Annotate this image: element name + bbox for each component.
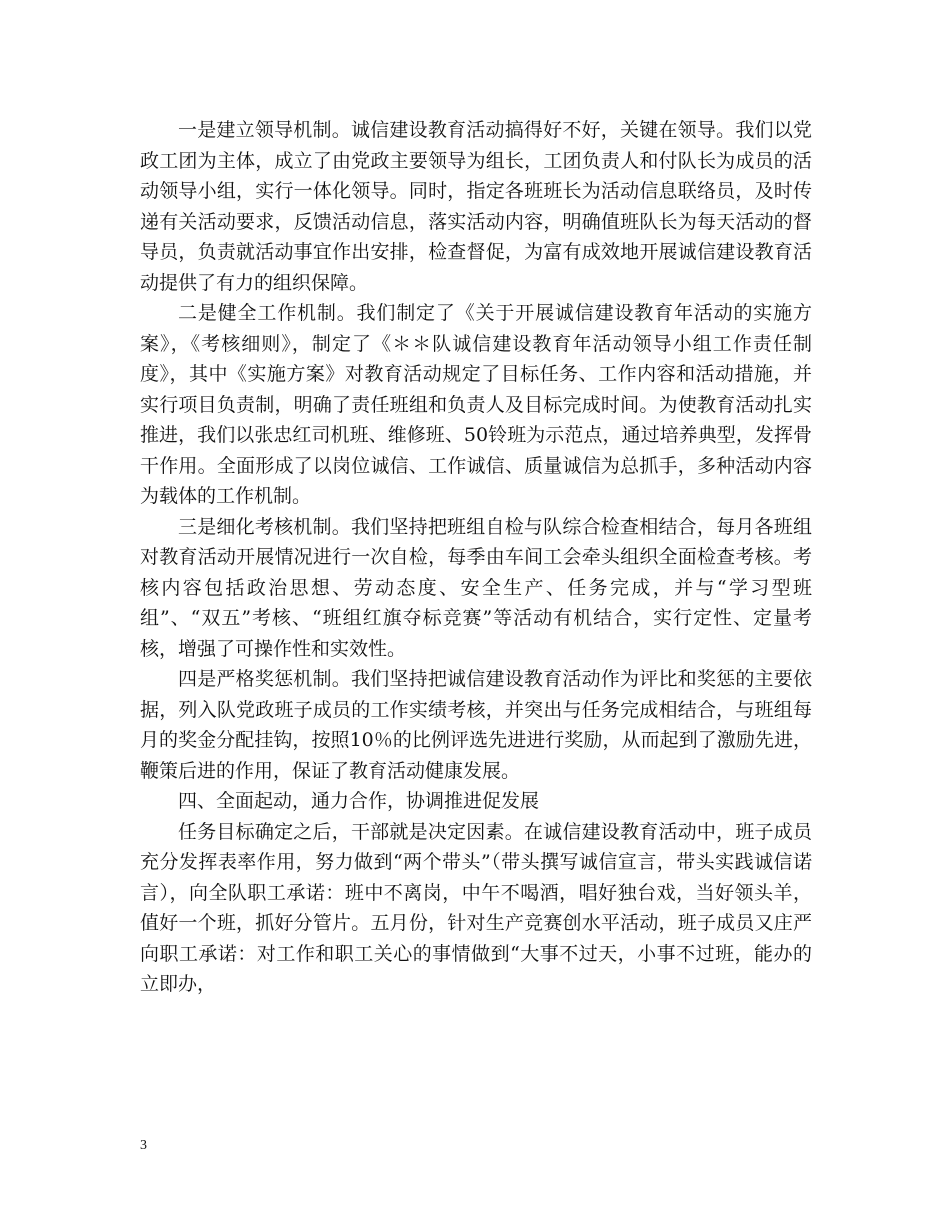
paragraph-reward-mechanism: 四是严格奖惩机制。我们坚持把诚信建设教育活动作为评比和奖惩的主要依据，列入队党政班子成员的工作实绩考核，并突出与任务完成相结合，与班组每月的奖金分配挂钩，按照10％的比例评选先进进行奖励，从而起到了激励先进，鞭策后进的作用，保证了教育活动健康发展。 <box>140 668 812 782</box>
paragraph-work-mechanism: 二是健全工作机制。我们制定了《关于开展诚信建设教育年活动的实施方案》，《考核细则》，制定了《＊＊队诚信建设教育年活动领导小组工作责任制度》，其中《实施方案》对教育活动规定了目标任务、工作内容和活动措施，并实行项目负责制，明确了责任班组和负责人及目标完成时间。为使教育活动扎实推进，我们以张忠红司机班、维修班、50铃班为示范点，通过培养典型，发挥骨干作用。全面形成了以岗位诚信、工作诚信、质量诚信为总抓手，多种活动内容为载体的工作机制。 <box>140 302 812 507</box>
document-body <box>140 115 812 1000</box>
paragraph-task-goals: 任务目标确定之后，干部就是决定因素。在诚信建设教育活动中，班子成员充分发挥表率作用，努力做到“两个带头”（带头撰写诚信宣言，带头实践诚信诺言），向全队职工承诺：班中不离岗，中午不喝酒，唱好独台戏，当好领头羊，值好一个班，抓好分管片。五月份，针对生产竞赛创水平活动，班子成员又庄严向职工承诺：对工作和职工关心的事情做到“大事不过天，小事不过班，能办的立即办， <box>140 820 812 995</box>
paragraph-leadership-mechanism: 一是建立领导机制。诚信建设教育活动搞得好不好，关键在领导。我们以党政工团为主体，成立了由党政主要领导为组长，工团负责人和付队长为成员的活动领导小组，实行一体化领导。同时，指定各班班长为活动信息联络员，及时传递有关活动要求，反馈活动信息，落实活动内容，明确值班队长为每天活动的督导员，负责就活动事宜作出安排，检查督促，为富有成效地开展诚信建设教育活动提供了有力的组织保障。 <box>140 119 812 294</box>
paragraph-assessment-mechanism: 三是细化考核机制。我们坚持把班组自检与队综合检查相结合，每月各班组对教育活动开展情况进行一次自检，每季由车间工会牵头组织全面检查考核。考核内容包括政治思想、劳动态度、安全生产、任务完成，并与“学习型班组”、“双五”考核、“班组红旗夺标竞赛”等活动有机结合，实行定性、定量考核，增强了可操作性和实效性。 <box>140 515 812 660</box>
page-number: 3 <box>140 1138 147 1153</box>
section-heading-four: 四、全面起动，通力合作，协调推进促发展 <box>178 790 540 812</box>
